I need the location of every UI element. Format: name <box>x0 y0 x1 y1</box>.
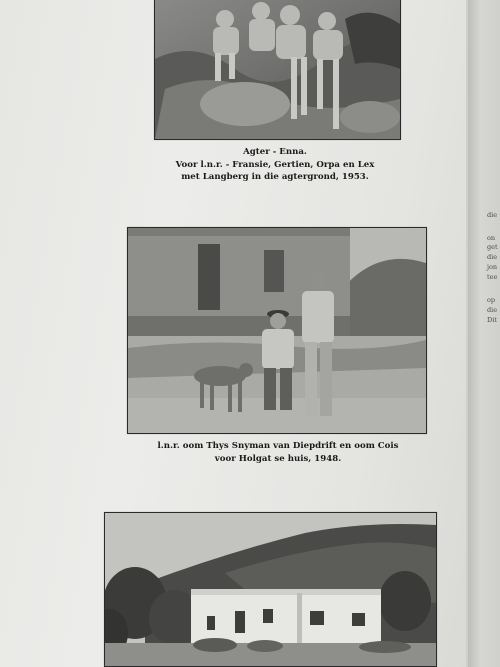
facing-text-fragment: get <box>487 243 498 251</box>
photo-men-image <box>128 228 426 433</box>
facing-page-edge <box>468 0 500 667</box>
facing-text-fragment: tee <box>487 273 498 281</box>
photo-men-with-dog <box>127 227 427 434</box>
photo1-caption-line2: Voor l.n.r. - Fransie, Gertien, Orpa en Lex <box>175 159 375 170</box>
photo-children-image <box>155 0 400 139</box>
photo1-caption-line1: Agter - Enna. <box>243 147 307 157</box>
photo-farmhouse-image <box>105 513 436 666</box>
facing-text-fragment: die <box>487 306 498 314</box>
facing-text-fragment: on <box>487 234 496 242</box>
facing-text-fragment: die <box>487 253 498 261</box>
photo1-caption-line3: met Langberg in die agtergrond, 1953. <box>181 172 369 182</box>
photo2-caption-line2: voor Holgat se huis, 1948. <box>214 453 342 464</box>
facing-text-fragment: Dit <box>487 316 497 324</box>
facing-text-fragment: op <box>487 296 496 304</box>
facing-text-fragment: die <box>487 211 498 219</box>
photo2-caption <box>118 440 438 465</box>
photo-farmhouse <box>104 512 437 667</box>
photo-children-on-rocks <box>154 0 401 140</box>
facing-text-fragment: jon <box>487 263 498 271</box>
photo2-caption-line1: l.n.r. oom Thys Snyman van Diepdrift en oom Cois <box>157 441 399 451</box>
photo1-caption <box>150 146 400 184</box>
